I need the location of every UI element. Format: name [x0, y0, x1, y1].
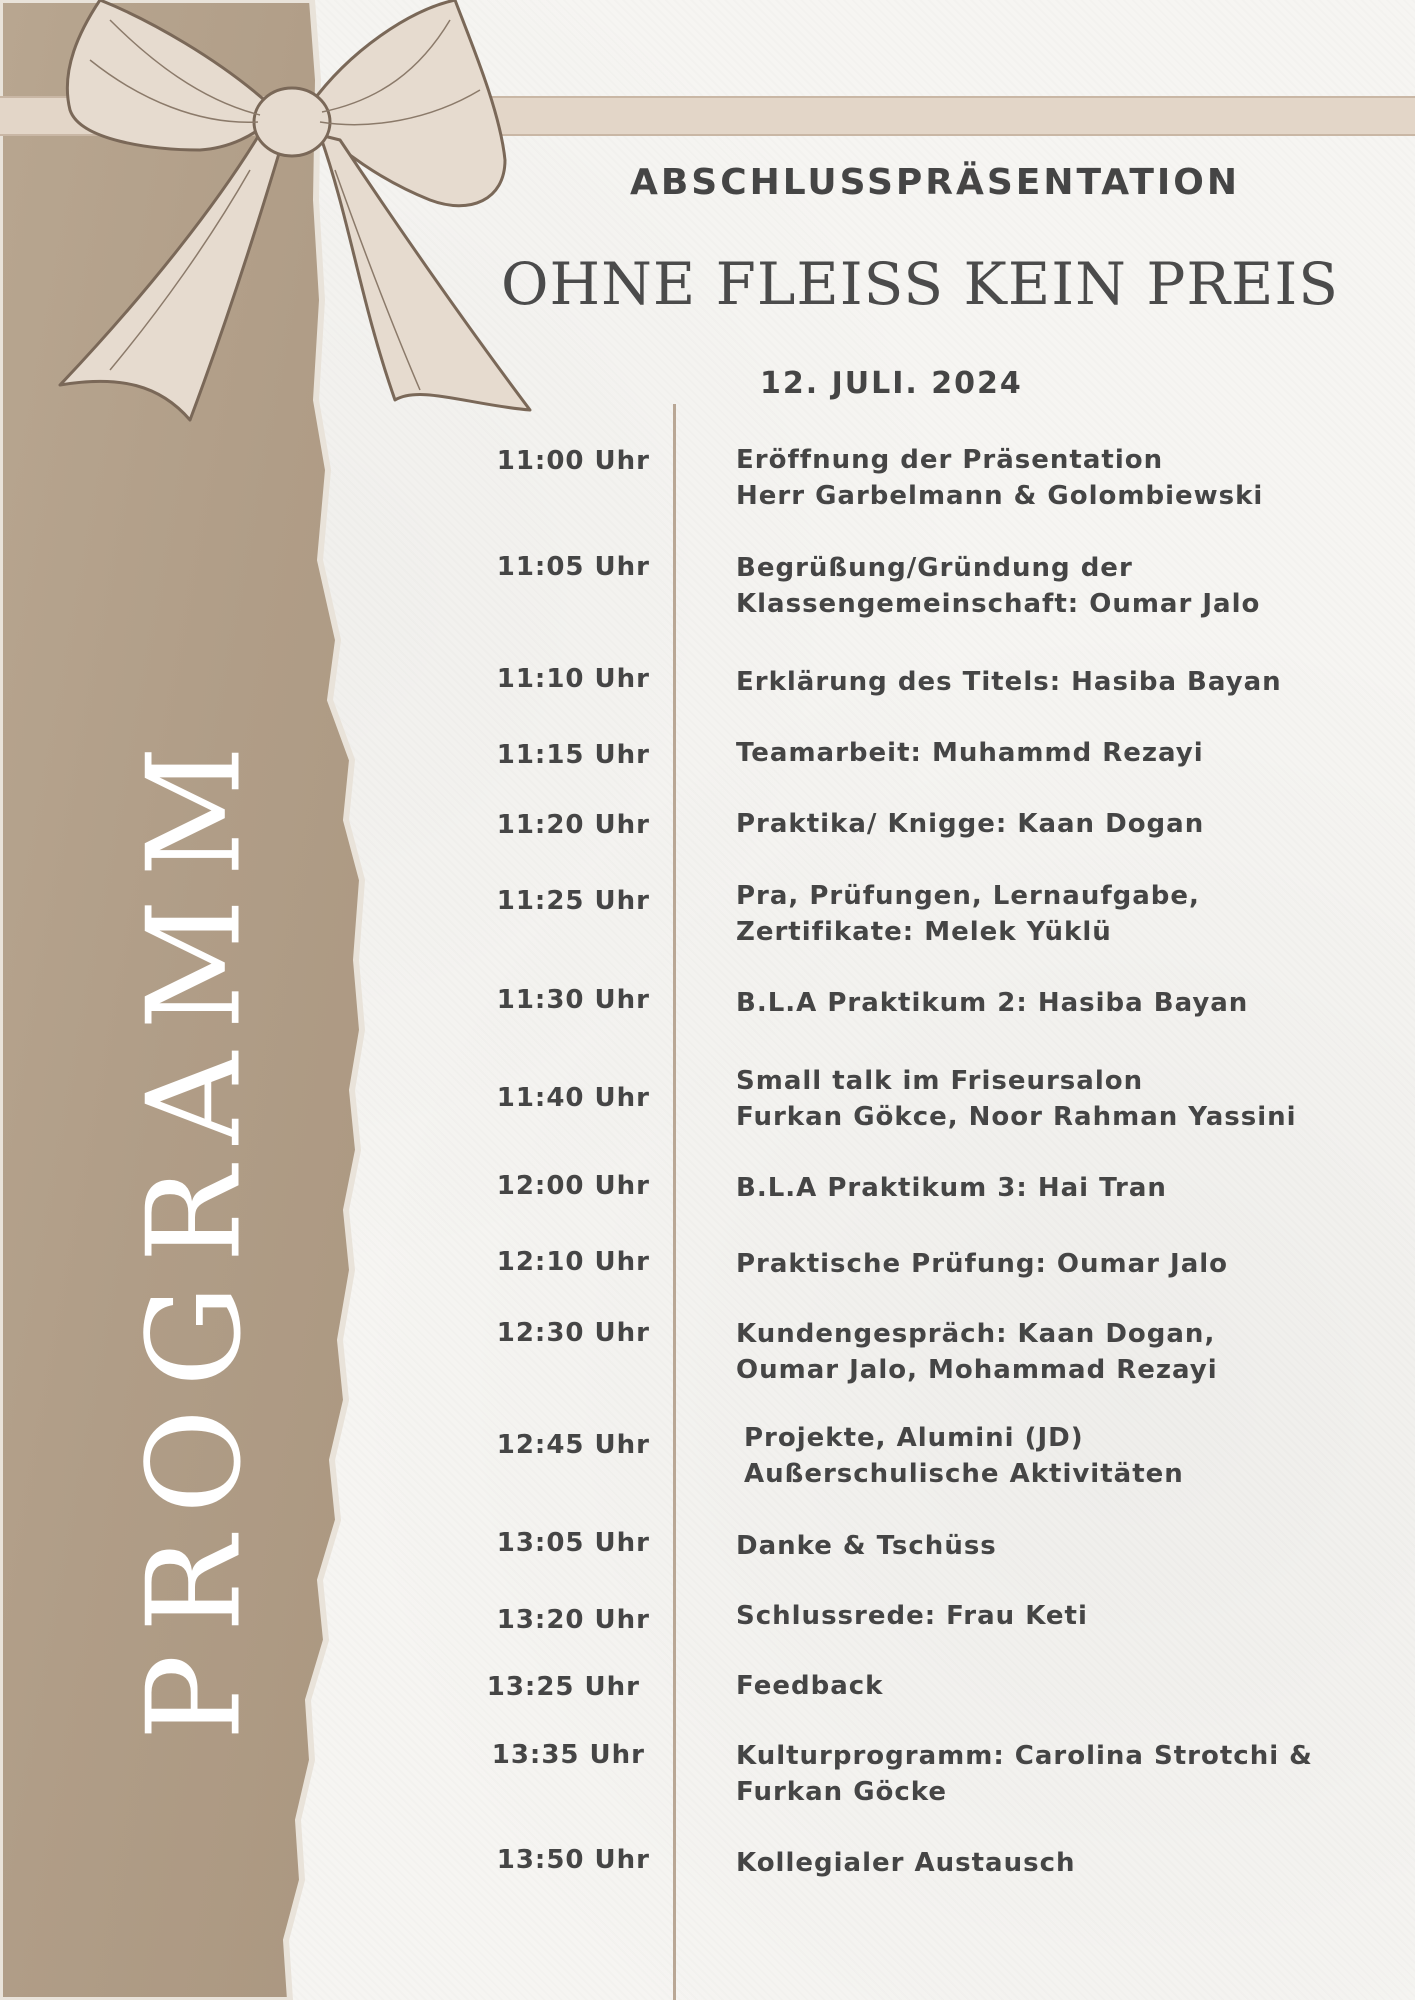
schedule-entry: Praktische Prüfung: Oumar Jalo: [736, 1249, 1229, 1279]
schedule-time: 11:20 Uhr: [496, 810, 650, 840]
bow-icon: [0, 0, 560, 440]
schedule-entry: Schlussrede: Frau Keti: [736, 1601, 1088, 1631]
schedule-entry: B.L.A Praktikum 2: Hasiba Bayan: [736, 988, 1249, 1018]
schedule-time: 11:05 Uhr: [496, 552, 650, 582]
schedule-time: 11:10 Uhr: [496, 664, 650, 694]
schedule-time: 11:15 Uhr: [496, 740, 650, 770]
schedule-time: 11:40 Uhr: [496, 1083, 650, 1113]
schedule-entry: Kundengespräch: Kaan Dogan, Oumar Jalo, Mohammad Rezayi: [736, 1319, 1218, 1385]
schedule-time: 11:30 Uhr: [496, 985, 650, 1015]
schedule-entry: Eröffnung der Präsentation Herr Garbelmann & Golombiewski: [736, 445, 1264, 511]
schedule-time: 13:25 Uhr: [486, 1672, 640, 1702]
schedule-time: 12:30 Uhr: [496, 1318, 650, 1348]
schedule-entry: Projekte, Alumini (JD) Außerschulische Aktivitäten: [744, 1423, 1184, 1489]
timeline-divider: [673, 404, 676, 2000]
schedule-time: 13:20 Uhr: [496, 1605, 650, 1635]
schedule-time: 12:10 Uhr: [496, 1247, 650, 1277]
schedule-entry: Erklärung des Titels: Hasiba Bayan: [736, 667, 1282, 697]
event-title: OHNE FLEISS KEIN PREIS: [501, 250, 1339, 318]
schedule-time: 13:05 Uhr: [496, 1528, 650, 1558]
schedule-time: 11:25 Uhr: [496, 886, 650, 916]
event-subtitle: ABSCHLUSSPRÄSENTATION: [630, 162, 1241, 203]
schedule-time: 13:35 Uhr: [491, 1740, 645, 1770]
schedule-time: 13:50 Uhr: [496, 1845, 650, 1875]
event-date: 12. JULI. 2024: [760, 366, 1023, 401]
schedule-entry: Praktika/ Knigge: Kaan Dogan: [736, 809, 1205, 839]
schedule-entry: B.L.A Praktikum 3: Hai Tran: [736, 1173, 1167, 1203]
schedule-time: 12:45 Uhr: [496, 1430, 650, 1460]
schedule-entry: Small talk im Friseursalon Furkan Gökce, Noor Rahman Yassini: [736, 1066, 1297, 1132]
schedule-time: 12:00 Uhr: [496, 1171, 650, 1201]
schedule-entry: Teamarbeit: Muhammd Rezayi: [736, 738, 1204, 768]
schedule-entry: Danke & Tschüss: [736, 1531, 997, 1561]
schedule-entry: Begrüßung/Gründung der Klassengemeinschaft: Oumar Jalo: [736, 553, 1261, 619]
schedule-entry: Feedback: [736, 1671, 884, 1701]
schedule-entry: Kollegialer Austausch: [736, 1848, 1076, 1878]
schedule-entry: Kulturprogramm: Carolina Strotchi & Furkan Göcke: [736, 1741, 1313, 1807]
schedule-time: 11:00 Uhr: [496, 446, 650, 476]
vertical-program-title: PROGRAMM: [120, 723, 270, 1741]
schedule-entry: Pra, Prüfungen, Lernaufgabe, Zertifikate: Melek Yüklü: [736, 881, 1200, 947]
